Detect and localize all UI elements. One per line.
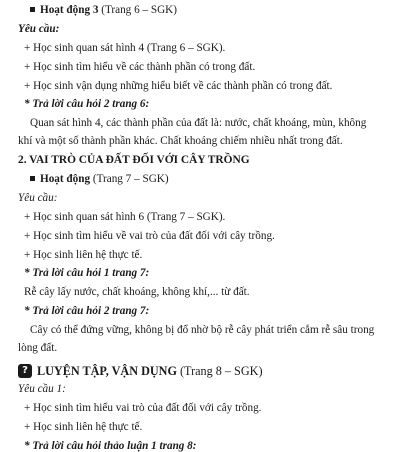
answer-line: Rễ cây lấy nước, chất khoáng, không khí,... từ đất. — [24, 286, 250, 299]
answer-paragraph-line: Cây có thể đứng vững, không bị đổ nhờ bộ rễ cây phát triển cắm rễ sâu trong — [30, 324, 375, 337]
requirement-item: + Học sinh quan sát hình 4 (Trang 6 – SGK). — [24, 41, 226, 54]
answer-paragraph-line: Quan sát hình 4, các thành phần của đất là: nước, chất khoáng, mùn, không — [30, 117, 367, 130]
requirement-item: + Học sinh liên hệ thực tế. — [24, 420, 143, 433]
practice-ref: (Trang 8 – SGK) — [176, 363, 263, 378]
requirement-item: + Học sinh quan sát hình 6 (Trang 7 – SGK). — [24, 210, 226, 223]
section-heading: 2. VAI TRÒ CỦA ĐẤT ĐỐI VỚI CÂY TRỒNG — [18, 154, 250, 166]
requirement-item: + Học sinh liên hệ thực tế. — [24, 248, 143, 261]
activity-heading — [30, 173, 382, 186]
activity-3-heading — [30, 4, 382, 17]
requirement-item: + Học sinh vận dụng những hiểu biết về các thành phần có trong đất. — [24, 79, 333, 92]
square-bullet-icon — [30, 176, 35, 181]
activity-title: Hoạt động — [40, 173, 91, 186]
question-heading: * Trả lời câu hỏi 1 trang 7: — [24, 267, 150, 280]
square-bullet-icon — [30, 7, 35, 12]
requirement-label: Yêu cầu: — [18, 191, 58, 204]
requirement-label: Yêu cầu: — [18, 22, 60, 35]
practice-heading — [18, 364, 382, 378]
requirement-item: + Học sinh tìm hiểu về vai trò của đất đối với cây trồng. — [24, 229, 275, 242]
answer-paragraph-line: lòng đất. — [18, 341, 58, 354]
question-mark-icon: ? — [18, 364, 32, 378]
requirement-item: + Học sinh tìm hiểu vai trò của đất đối với cây trồng. — [24, 401, 262, 414]
question-heading: * Trả lời câu hỏi 2 trang 6: — [24, 98, 150, 111]
answer-paragraph-line: khí và một số thành phần khác. Chất khoáng chiếm nhiều nhất trong đất. — [18, 135, 343, 148]
requirement-label: Yêu cầu 1: — [18, 382, 66, 395]
activity-3-title: Hoạt động 3 — [40, 4, 99, 16]
practice-title: LUYỆN TẬP, VẬN DỤNG — [37, 363, 177, 378]
question-heading: * Trả lời câu hỏi 2 trang 7: — [24, 305, 150, 318]
question-heading: * Trả lời câu hỏi thảo luận 1 trang 8: — [24, 439, 197, 452]
requirement-item: + Học sinh tìm hiểu về các thành phần có trong đất. — [24, 60, 256, 73]
activity-3-ref: (Trang 6 – SGK) — [98, 4, 177, 16]
activity-ref: (Trang 7 – SGK) — [90, 173, 169, 186]
